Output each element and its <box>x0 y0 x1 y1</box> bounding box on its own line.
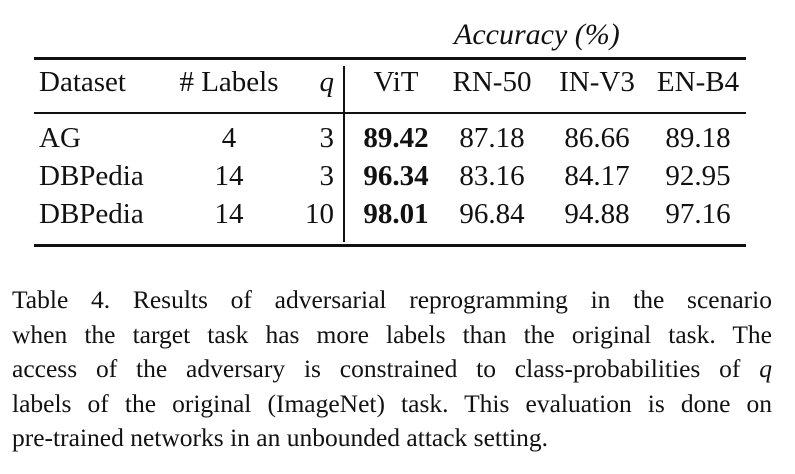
cell-enb4: 89.18 <box>665 122 731 154</box>
cell-labels: 4 <box>221 122 237 154</box>
cell-inv3: 94.88 <box>564 198 630 230</box>
header-dataset: Dataset <box>39 66 126 98</box>
cell-q: 3 <box>319 160 334 192</box>
cell-q: 3 <box>319 122 334 154</box>
cell-vit: 89.42 <box>363 122 429 154</box>
table-caption <box>12 283 772 456</box>
caption-line: pre-trained networks in an unbounded attack setting. <box>12 423 549 453</box>
table-row <box>34 122 746 158</box>
cell-vit: 96.34 <box>363 160 429 192</box>
header-row <box>34 66 746 102</box>
cell-dataset: DBPedia <box>39 160 144 192</box>
cell-q: 10 <box>305 198 334 230</box>
cell-vit: 98.01 <box>363 198 429 230</box>
cell-rn50: 87.18 <box>459 122 525 154</box>
table-row <box>34 198 746 234</box>
results-table <box>34 0 746 250</box>
header-rn50: RN-50 <box>452 66 532 98</box>
header-rule <box>34 112 746 114</box>
cell-labels: 14 <box>214 160 244 192</box>
cell-dataset: DBPedia <box>39 198 144 230</box>
caption-line: when the target task has more labels than the original task. The <box>12 319 772 349</box>
caption-line: Table 4. Results of adversarial reprogramming in the scenario <box>12 285 772 314</box>
cell-labels: 14 <box>214 198 244 230</box>
top-rule <box>34 57 746 60</box>
caption-line: labels of the original (ImageNet) task. This evaluation is done on <box>12 388 772 418</box>
header-q: q <box>319 66 334 98</box>
cell-inv3: 86.66 <box>564 122 630 154</box>
accuracy-group-header: Accuracy (%) <box>454 18 620 51</box>
cell-enb4: 97.16 <box>665 198 731 230</box>
cell-inv3: 84.17 <box>564 160 630 192</box>
cell-rn50: 83.16 <box>459 160 525 192</box>
table-row <box>34 160 746 196</box>
bottom-rule <box>34 244 746 247</box>
header-labels: # Labels <box>179 66 279 98</box>
cell-rn50: 96.84 <box>459 198 525 230</box>
caption-text: access of the adversary is constrained to class-probabilities of <box>12 354 741 384</box>
cell-dataset: AG <box>39 122 81 154</box>
header-vit: ViT <box>373 66 419 98</box>
caption-line <box>12 352 772 387</box>
cell-enb4: 92.95 <box>665 160 731 192</box>
header-inv3: IN-V3 <box>559 66 635 98</box>
header-enb4: EN-B4 <box>656 66 740 98</box>
caption-q-symbol: q <box>759 354 772 384</box>
